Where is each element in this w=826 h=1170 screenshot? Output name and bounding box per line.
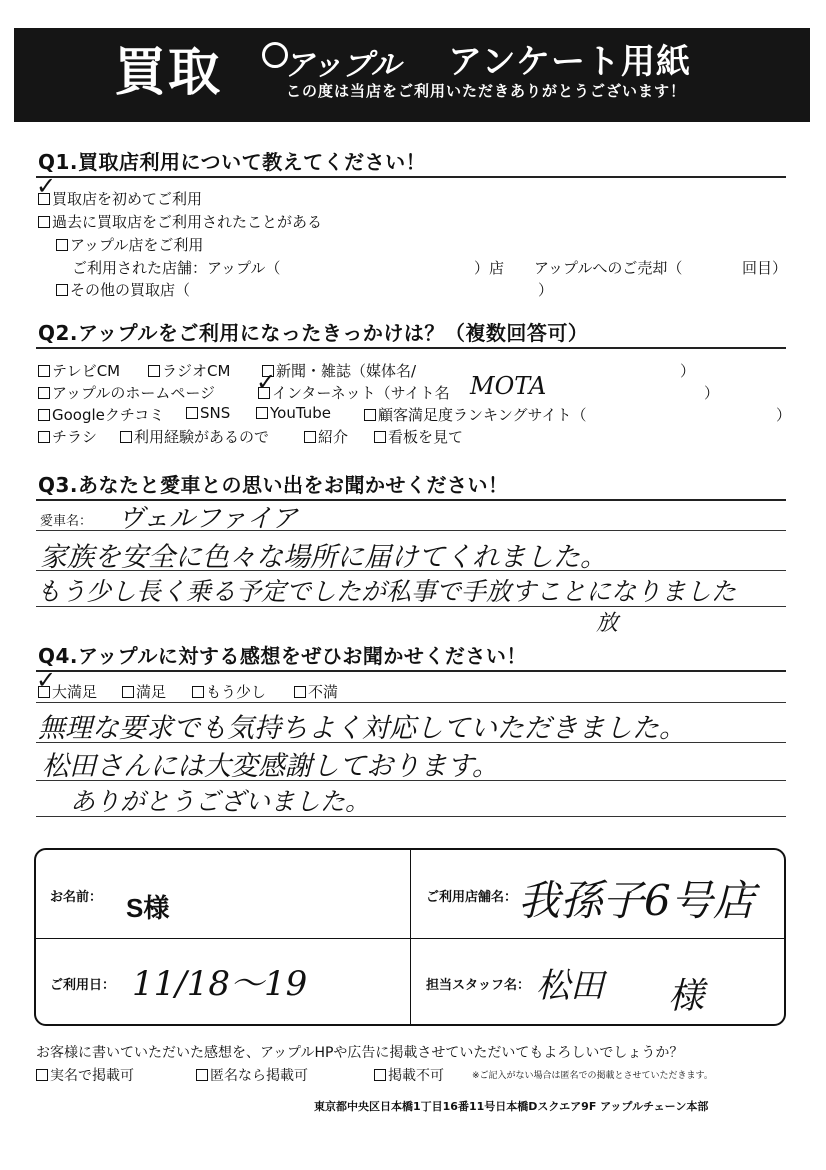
checkbox[interactable] [122,686,134,698]
date-label: ご利用日： [50,978,116,993]
q2-row2-close: ） [704,384,720,402]
q2-radio-cm[interactable]: ラジオCM [148,360,230,381]
info-divider [36,938,784,939]
q4-heading: Q4.アップルに対する感想をぜひお聞かせください！ [38,644,527,668]
customer-info-box [34,848,786,1026]
q3-answer-line-2: もう少し長く乗る予定でしたが私事で手放すことになりました [36,577,737,606]
q2-row3-close: ） [776,406,792,424]
q1-sale-suffix: 回目） [742,259,788,277]
kaitori-heading: 買取 [114,43,223,103]
date-handwritten: 11/18～19 [132,964,308,1004]
q2-internet[interactable]: インターネット（サイト名 [258,382,450,403]
customer-name: S様 [126,893,170,923]
q1-sale-label: アップルへのご売却（ [534,259,683,277]
checkbox[interactable] [294,686,306,698]
checkbox[interactable] [56,284,68,296]
q2-youtube[interactable]: YouTube [256,404,331,422]
q1-other-close: ） [538,281,554,299]
publish-real-name[interactable]: 実名で掲載可 [36,1065,134,1085]
q1-option-other[interactable]: その他の買取店（ [56,279,190,300]
publish-note: ※ご記入がない場合は匿名での掲載とさせていただきます。 [472,1071,713,1081]
q4-somewhat[interactable]: もう少し [192,681,266,702]
q2-newspaper[interactable]: 新聞・雑誌（媒体名/ [262,360,416,381]
publish-question: お客様に書いていただいた感想を、アップルHPや広告に掲載させていただいてもよろしいでしょうか？ [36,1045,684,1061]
q4-unsatisfied[interactable]: 不満 [294,681,338,702]
checkbox[interactable] [38,409,50,421]
q4-answer-line-3: ありがとうございました。 [70,787,371,816]
q2-experience[interactable]: 利用経験があるので [120,426,269,447]
q3-line [36,530,786,531]
info-divider [410,850,411,1024]
q2-tv-cm[interactable]: テレビCM [38,360,120,381]
q2-homepage[interactable]: アップルのホームページ [38,382,215,403]
q4-line [36,742,786,743]
publish-anonymous[interactable]: 匿名なら掲載可 [196,1065,308,1085]
q4-line [36,780,786,781]
checkbox[interactable] [36,1069,48,1081]
q2-flyer[interactable]: チラシ [38,426,97,447]
checkbox[interactable] [186,407,198,419]
q4-line [36,816,786,817]
q1-option-used-before[interactable]: 過去に買取店をご利用されたことがある [38,211,322,232]
q1-rule [36,176,786,178]
publish-not-allowed[interactable]: 掲載不可 [374,1065,444,1085]
checkbox[interactable] [148,365,160,377]
checkbox[interactable] [120,431,132,443]
form-subtitle: この度は当店をご利用いただきありがとうございます！ [286,82,687,100]
q2-referral[interactable]: 紹介 [304,426,348,447]
q3-answer-line-1: 家族を安全に色々な場所に届けてくれました。 [40,542,607,573]
checkbox[interactable] [256,407,268,419]
check-mark-icon: ✓ [36,666,57,694]
check-mark-icon: ✓ [256,368,277,396]
checkbox[interactable] [364,409,376,421]
name-label: お名前： [50,890,103,905]
checkbox[interactable] [374,1069,386,1081]
q2-sns[interactable]: SNS [186,404,230,422]
checkbox[interactable] [38,387,50,399]
store-name-handwritten: 我孫子6号店 [518,876,755,925]
q4-answer-line-2: 松田さんには大変感謝しております。 [42,751,499,782]
check-mark-icon: ✓ [36,172,57,200]
staff-honorific-handwritten: 様 [668,976,705,1017]
checkbox[interactable] [192,686,204,698]
form-title: アンケート用紙 [448,42,691,82]
q2-ranking[interactable]: 顧客満足度ランキングサイト（ [364,404,587,425]
q4-satisfied[interactable]: 満足 [122,681,166,702]
car-name-label: 愛車名： [40,514,93,529]
q2-row1-close: ） [680,362,696,380]
q3-heading: Q3.あなたと愛車との思い出をお聞かせください！ [38,473,509,497]
checkbox[interactable] [38,431,50,443]
q1-option-apple[interactable]: アップル店をご利用 [56,234,203,255]
q2-signboard[interactable]: 看板を見て [374,426,463,447]
q3-line [36,570,786,571]
checkbox[interactable] [38,365,50,377]
q4-line [36,702,786,703]
brand-name: アップル [284,48,401,83]
q3-line [36,606,786,607]
q2-rule [36,347,786,349]
q1-store-label: ご利用された店舗：アップル（ [72,259,281,277]
store-label: ご利用店舗名： [426,890,518,905]
header-banner [14,28,810,122]
checkbox[interactable] [56,239,68,251]
car-name-handwritten: ヴェルファイア [118,504,298,534]
q4-rule [36,670,786,672]
q4-answer-line-1: 無理な要求でも気持ちよく対応していただきました。 [38,713,686,744]
checkbox[interactable] [196,1069,208,1081]
q2-heading: Q2.アップルをご利用になったきっかけは？（複数回答可） [38,321,589,345]
q4-very-satisfied[interactable]: 大満足 [38,681,97,702]
checkbox[interactable] [374,431,386,443]
company-address: 東京都中央区日本橋1丁目16番11号日本橋Dスクエア9F アップルチェーン本部 [314,1100,709,1113]
q2-google[interactable]: Googleクチコミ [38,404,164,425]
q1-heading: Q1.買取店利用について教えてください！ [38,150,427,174]
site-name-handwritten: MOTA [470,372,547,400]
checkbox[interactable] [38,216,50,228]
checkbox[interactable] [304,431,316,443]
q1-store-suffix: ）店 [474,259,505,277]
staff-label: 担当スタッフ名： [426,978,531,993]
staff-name-handwritten: 松田 [536,966,604,1006]
q1-option-first-time[interactable]: 買取店を初めてご利用 [38,188,202,209]
q3-correction-note: 放 [596,611,619,636]
